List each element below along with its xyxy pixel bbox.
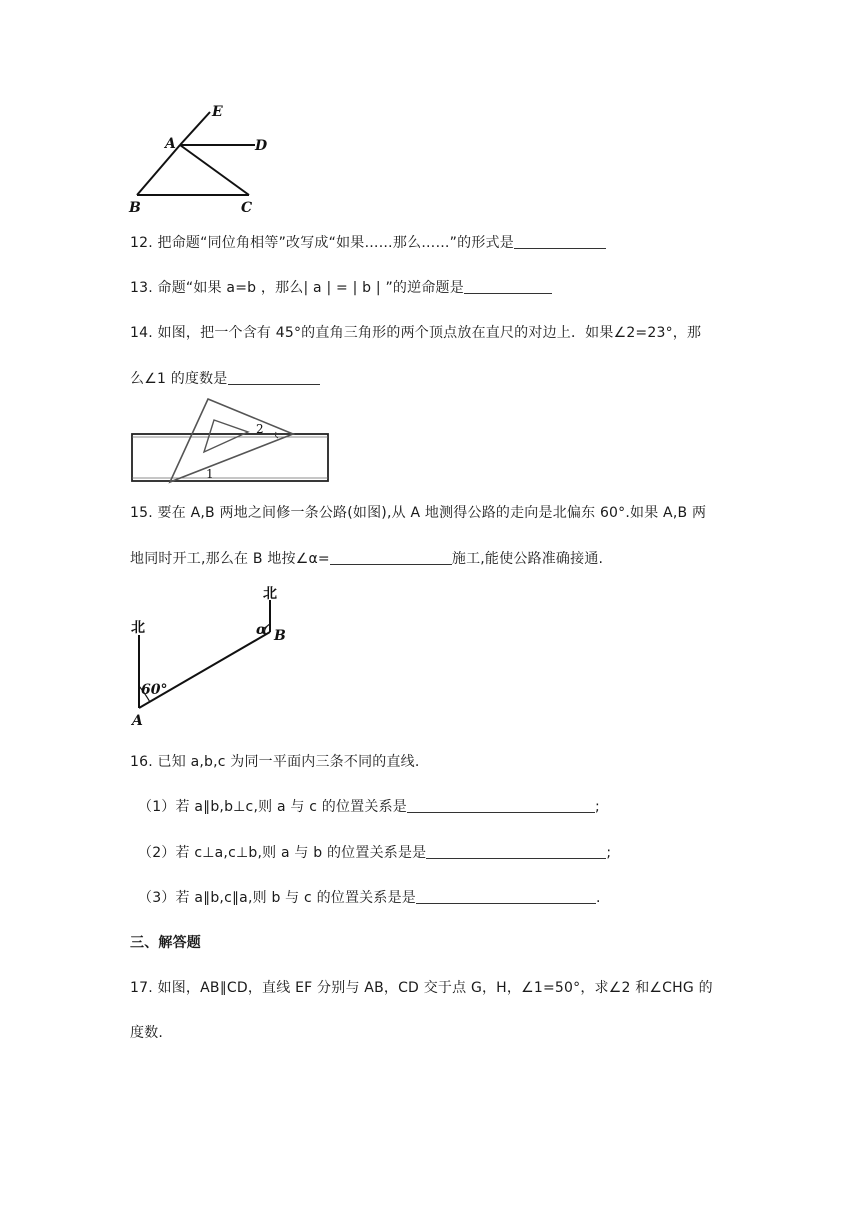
part2-text: （2）若 c⊥a,c⊥b,则 a 与 b 的位置关系是是 xyxy=(138,845,427,861)
question-12-text: 12. 把命题“同位角相等”改写成“如果……那么……”的形式是 xyxy=(130,235,514,251)
part1-text: （1）若 a∥b,b⊥c,则 a 与 c 的位置关系是 xyxy=(138,799,407,815)
answer-blank-12[interactable] xyxy=(514,234,606,249)
segment-ab xyxy=(137,145,180,195)
label-north-a: 北 xyxy=(131,620,145,636)
label-alpha: α xyxy=(256,622,267,638)
question-17-line2 xyxy=(130,1022,163,1042)
question-14-line2 xyxy=(130,368,320,388)
answer-blank-16-3[interactable] xyxy=(416,889,596,904)
question-14-text-2: 么∠1 的度数是 xyxy=(130,371,228,387)
segment-ae xyxy=(180,112,210,145)
question-17-text-2: 度数. xyxy=(130,1025,164,1041)
ruler xyxy=(132,434,328,481)
label-angle-2: 2 xyxy=(256,422,264,436)
segment-ac xyxy=(180,145,249,195)
question-15-line1 xyxy=(130,502,706,522)
label-e: E xyxy=(212,104,223,120)
label-c: C xyxy=(241,200,253,216)
question-16 xyxy=(130,751,420,771)
question-17-text: 17. 如图，AB∥CD，直线 EF 分别与 AB，CD 交于点 G，H，∠1=50°，求∠2 和∠CHG 的 xyxy=(130,980,713,996)
answer-blank-16-2[interactable] xyxy=(426,844,606,859)
label-a: A xyxy=(165,136,176,152)
answer-blank-15[interactable] xyxy=(330,550,452,565)
section-3-title: 三、解答题 xyxy=(130,935,201,951)
figure-ruler-triangle xyxy=(128,396,333,488)
question-16-part3 xyxy=(138,887,601,907)
label-b: B xyxy=(274,628,286,644)
section-title xyxy=(130,932,201,952)
question-17-line1 xyxy=(130,977,713,997)
question-14-line1 xyxy=(130,322,701,342)
label-d: D xyxy=(255,138,268,154)
label-b: B xyxy=(129,200,141,216)
part3-suffix: . xyxy=(595,890,601,906)
label-north-b: 北 xyxy=(263,586,277,602)
part3-text: （3）若 a∥b,c∥a,则 b 与 c 的位置关系是是 xyxy=(138,890,416,906)
question-13 xyxy=(130,277,552,297)
answer-blank-13[interactable] xyxy=(464,279,552,294)
label-angle-1: 1 xyxy=(206,467,214,481)
question-15-line2 xyxy=(130,548,603,568)
part2-suffix: ; xyxy=(606,845,612,861)
question-12 xyxy=(130,232,606,252)
triangle-set-outer xyxy=(170,399,293,482)
figure-road-ab xyxy=(128,580,298,730)
answer-blank-14[interactable] xyxy=(228,370,320,385)
label-60-degrees: 60° xyxy=(141,682,168,698)
question-15-text: 15. 要在 A,B 两地之间修一条公路(如图),从 A 地测得公路的走向是北偏东 60°.如果 A,B 两 xyxy=(130,505,707,521)
part1-suffix: ; xyxy=(594,799,600,815)
label-a: A xyxy=(132,713,143,729)
question-15-text-prefix: 地同时开工,那么在 B 地按∠α= xyxy=(130,551,330,567)
question-14-text: 14. 如图，把一个含有 45°的直角三角形的两个顶点放在直尺的对边上．如果∠2=23°，那 xyxy=(130,325,702,341)
question-15-text-suffix: 施工,能使公路准确接通. xyxy=(451,551,604,567)
question-16-stem: 16. 已知 a,b,c 为同一平面内三条不同的直线. xyxy=(130,754,420,770)
question-16-part1 xyxy=(138,796,600,816)
triangle-set-inner xyxy=(204,420,248,452)
answer-blank-16-1[interactable] xyxy=(407,798,595,813)
question-13-text: 13. 命题“如果 a=b ，那么| a | = | b | ”的逆命题是 xyxy=(130,280,464,296)
question-16-part2 xyxy=(138,842,611,862)
figure-triangle-abc xyxy=(125,100,275,215)
